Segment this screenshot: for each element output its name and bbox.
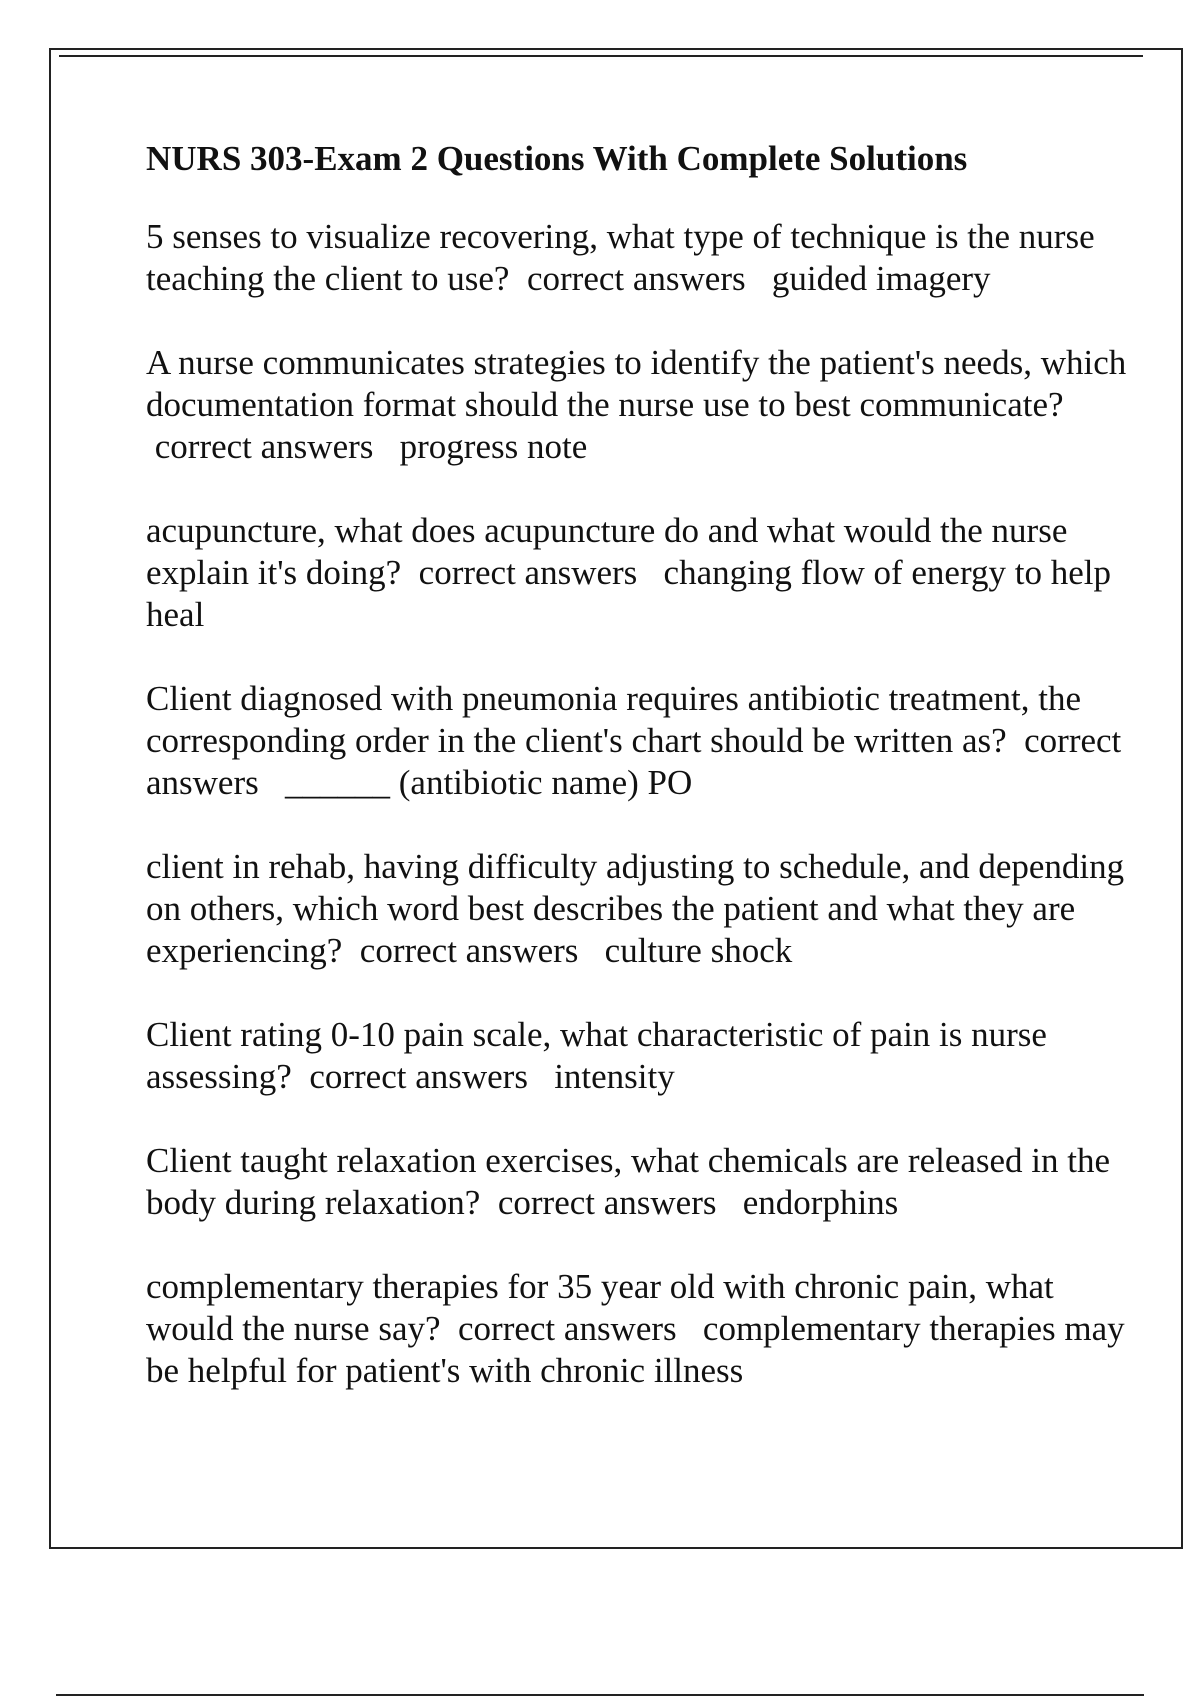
answer-text: ______ (antibiotic name) PO xyxy=(285,763,693,802)
question-text: client in rehab, having difficulty adjusting to schedule, and depending on others, which word best describes the patient and what they are experiencing? xyxy=(146,847,1125,970)
question-text: complementary therapies for 35 year old with chronic pain, what would the nurse say? xyxy=(146,1267,1054,1348)
qa-item xyxy=(146,1014,1136,1098)
answer-text: progress note xyxy=(399,427,588,466)
qa-item xyxy=(146,846,1136,972)
question-text: Client rating 0-10 pain scale, what characteristic of pain is nurse assessing? xyxy=(146,1015,1047,1096)
question-text: Client taught relaxation exercises, what chemicals are released in the body during relaxation? xyxy=(146,1141,1111,1222)
top-divider-rule xyxy=(59,55,1143,57)
answer-text: intensity xyxy=(554,1057,675,1096)
bottom-divider-rule xyxy=(56,1694,1144,1696)
question-text: Client diagnosed with pneumonia requires antibiotic treatment, the corresponding order in the client's chart should be written as? xyxy=(146,679,1082,760)
answer-label: correct answers xyxy=(497,1183,717,1222)
answer-label: correct answers xyxy=(458,1309,677,1348)
document-title: NURS 303-Exam 2 Questions With Complete Solutions xyxy=(146,139,968,178)
qa-item xyxy=(146,216,1136,300)
question-text: acupuncture, what does acupuncture do and what would the nurse explain it's doing? xyxy=(146,511,1068,592)
qa-list xyxy=(146,216,1136,1392)
qa-item xyxy=(146,510,1136,636)
answer-label: correct answers xyxy=(526,259,746,298)
answer-text: complementary therapies may be helpful for patient's with chronic illness xyxy=(146,1309,1125,1390)
document-content xyxy=(146,138,1136,1434)
answer-label: correct answers xyxy=(418,553,638,592)
question-text: A nurse communicates strategies to identify the patient's needs, which documentation format should the nurse use to best communicate? xyxy=(146,343,1127,424)
answer-label: correct answers xyxy=(359,931,579,970)
qa-item xyxy=(146,678,1136,804)
qa-item xyxy=(146,1266,1136,1392)
qa-item xyxy=(146,342,1136,468)
qa-item xyxy=(146,1140,1136,1224)
answer-text: guided imagery xyxy=(771,259,991,298)
answer-label: correct answers xyxy=(154,427,374,466)
answer-text: endorphins xyxy=(742,1183,899,1222)
answer-label: correct answers xyxy=(309,1057,528,1096)
answer-text: culture shock xyxy=(604,931,793,970)
answer-text: changing flow of energy to help heal xyxy=(146,553,1111,634)
page-frame xyxy=(49,48,1183,1549)
answer-label: correct answers xyxy=(146,721,1122,802)
question-text: 5 senses to visualize recovering, what type of technique is the nurse teaching the client to use? xyxy=(146,217,1095,298)
